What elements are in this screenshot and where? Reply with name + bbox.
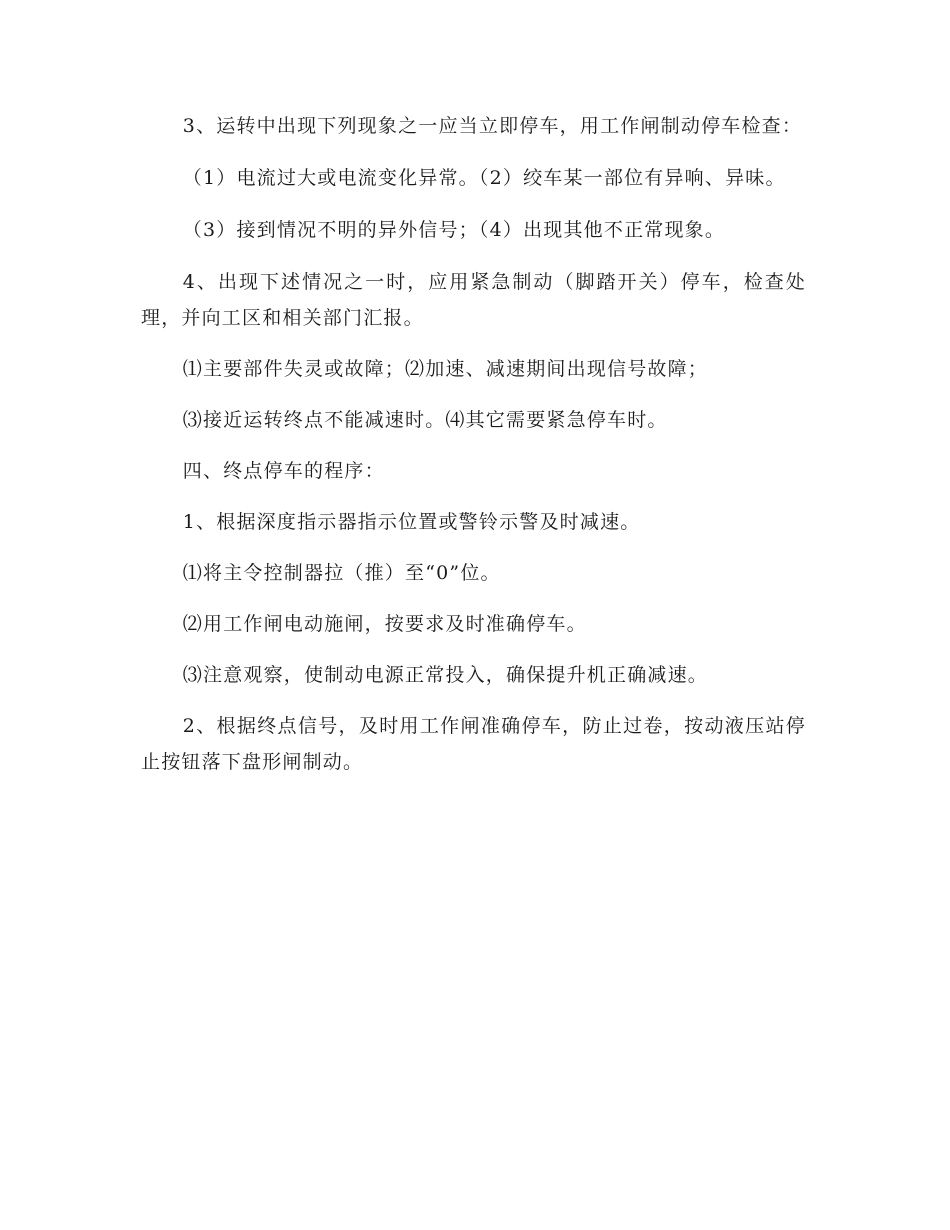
paragraph-emergency-items-1-2: ⑴主要部件失灵或故障；⑵加速、减速期间出现信号故障； — [182, 358, 708, 380]
paragraph-stop-conditions: 3、运转中出现下列现象之一应当立即停车，用工作闸制动停车检查： — [182, 115, 803, 137]
paragraph-step-3: ⑶注意观察，使制动电源正常投入，确保提升机正确减速。 — [182, 664, 708, 686]
paragraph-decelerate: 1、根据深度指示器指示位置或警铃示警及时减速。 — [182, 511, 641, 533]
paragraph-emergency-brake: 4、出现下述情况之一时，应用紧急制动（脚踏开关）停车，检查处理，并向工区和相关部门汇报。 — [141, 271, 806, 329]
section-heading-terminal-stop: 四、终点停车的程序： — [182, 460, 385, 482]
paragraph-stop-items-1-2: （1）电流过大或电流变化异常。（2）绞车某一部位有异响、异味。 — [182, 167, 786, 189]
paragraph-stop-items-3-4: （3）接到情况不明的异外信号；（4）出现其他不正常现象。 — [182, 219, 726, 241]
paragraph-emergency-items-3-4: ⑶接近运转终点不能减速时。⑷其它需要紧急停车时。 — [182, 409, 668, 431]
paragraph-step-1: ⑴将主令控制器拉（推）至“0”位。 — [182, 562, 501, 584]
paragraph-step-2: ⑵用工作闸电动施闸，按要求及时准确停车。 — [182, 613, 587, 635]
document-body — [141, 108, 806, 780]
paragraph-terminal-signal: 2、根据终点信号，及时用工作闸准确停车，防止过卷，按动液压站停止按钮落下盘形闸制动。 — [141, 715, 806, 773]
